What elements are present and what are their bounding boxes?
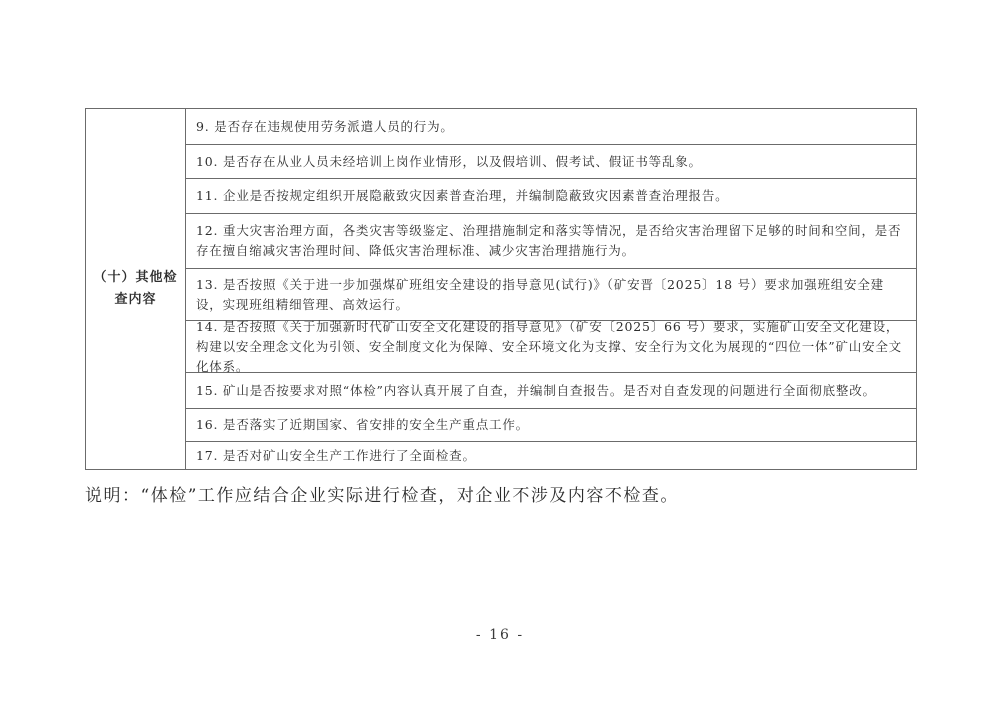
table-row <box>186 109 916 145</box>
row-text: 10. 是否存在从业人员未经培训上岗作业情形，以及假培训、假考试、假证书等乱象。 <box>196 153 702 169</box>
table-row <box>186 179 916 214</box>
table-row <box>186 269 916 321</box>
row-text: 15. 矿山是否按要求对照“体检”内容认真开展了自查，并编制自查报告。是否对自查发现的问题进行全面彻底整改。 <box>196 382 876 398</box>
table-row <box>186 145 916 179</box>
table-row <box>186 373 916 409</box>
table-row <box>186 214 916 269</box>
table-row <box>186 318 916 374</box>
inspection-table <box>85 108 917 470</box>
row-text: 16. 是否落实了近期国家、省安排的安全生产重点工作。 <box>196 417 529 432</box>
page-number: - 16 - <box>475 627 525 643</box>
row-text: 13. 是否按照《关于进一步加强煤矿班组安全建设的指导意见(试行)》（矿安晋〔2025〕18 号）要求加强班组安全建设，实现班组精细管理、高效运行。 <box>196 276 884 312</box>
table-rows <box>186 109 916 469</box>
table-row-header: （十）其他检查内容 <box>86 109 186 469</box>
row-text: 11. 企业是否按规定组织开展隐蔽致灾因素普查治理，并编制隐蔽致灾因素普查治理报告。 <box>196 188 729 203</box>
row-text: 17. 是否对矿山安全生产工作进行了全面检查。 <box>196 447 476 463</box>
note-text: 说明：“体检”工作应结合企业实际进行检查，对企业不涉及内容不检查。 <box>85 486 679 506</box>
row-text: 12. 重大灾害治理方面，各类灾害等级鉴定、治理措施制定和落实等情况，是否给灾害治理留下足够的时间和空间，是否存在擅自缩减灾害治理时间、降低灾害治理标准、减少灾害治理措施行为。 <box>196 223 902 258</box>
row-text: 14. 是否按照《关于加强新时代矿山安全文化建设的指导意见》（矿安〔2025〕66 号）要求，实施矿山安全文化建设，构建以安全理念文化为引领、安全制度文化为保障、安全环境文化为支撑、安全行为文化为展现的“四位一体”矿山安全文化体系。 <box>196 318 902 374</box>
table-row <box>186 442 916 469</box>
table-row <box>186 409 916 442</box>
row-text: 9. 是否存在违规使用劳务派遣人员的行为。 <box>196 118 454 134</box>
